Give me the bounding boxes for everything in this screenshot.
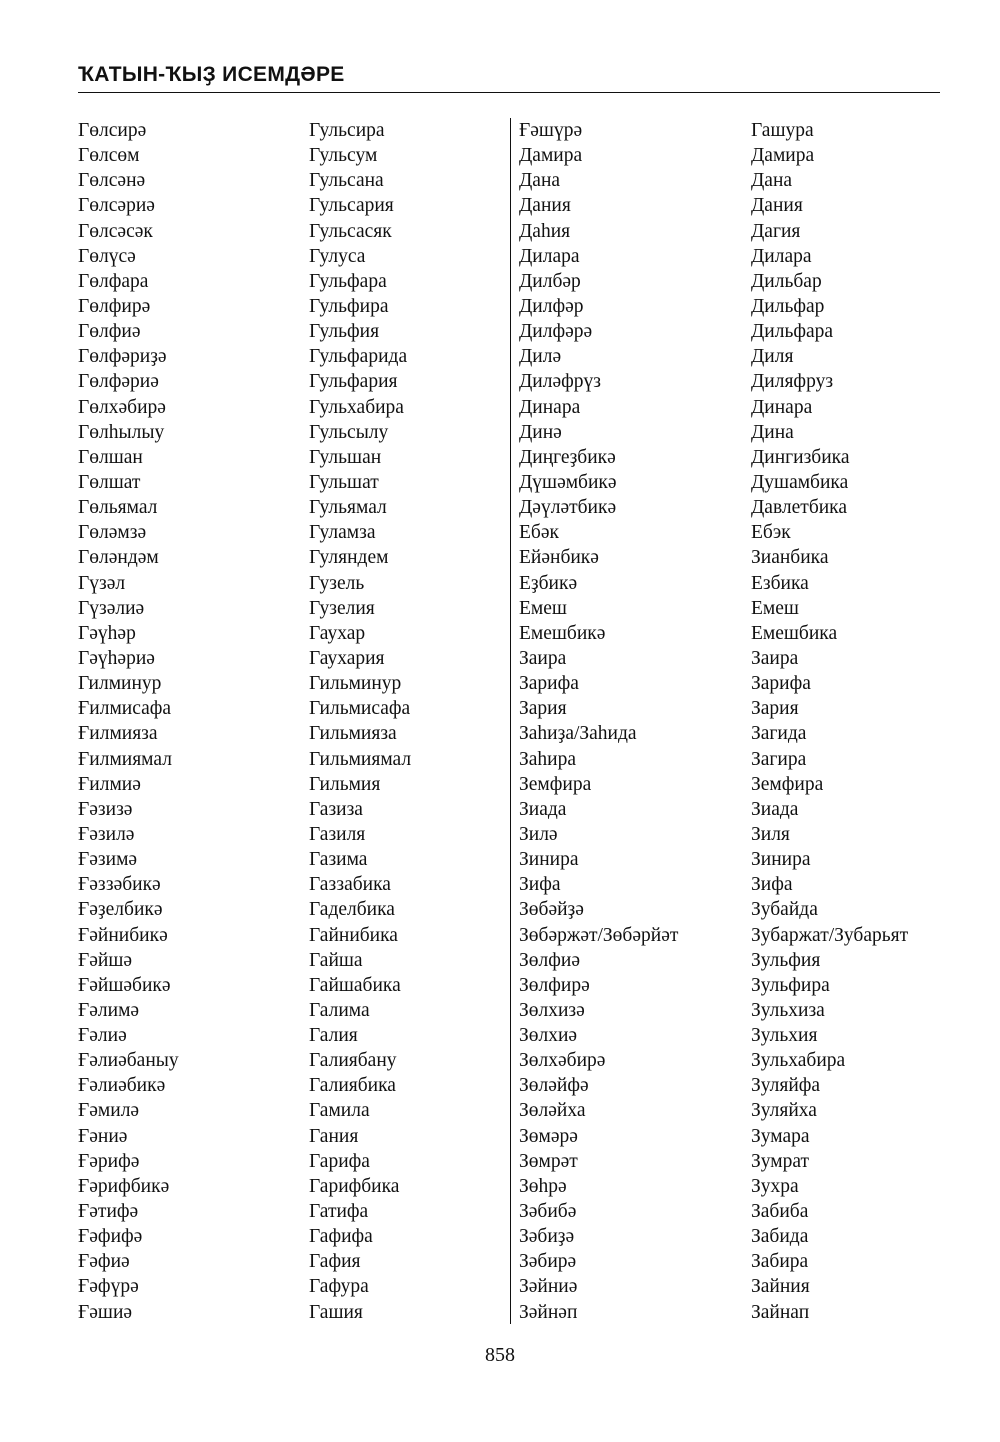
name-entry: Гульямал [309,497,387,519]
name-entry: Зумара [751,1125,810,1147]
name-entry: Душамбика [751,471,849,493]
name-entry: Зөһрә [519,1175,567,1197]
name-entry: Зифа [519,874,561,896]
name-entry: Заһира [519,748,577,770]
name-entry: Ғәшиә [78,1301,133,1323]
name-entry: Ғәлимә [78,999,140,1021]
name-entry: Диляфруз [751,371,834,393]
name-entry: Заира [751,647,799,669]
name-entry: Гаухария [309,647,385,669]
name-entry: Газиза [309,798,363,820]
name-entry: Зария [519,698,567,720]
name-entry: Зарифа [751,673,811,695]
name-entry: Дамира [751,145,815,167]
name-entry: Земфира [519,773,592,795]
name-entry: Зианбика [751,547,829,569]
name-entry: Зәбирә [519,1251,577,1273]
name-entry: Гайнибика [309,924,398,946]
name-entry: Зульхабира [751,1050,846,1072]
name-entry: Гульшат [309,471,379,493]
name-entry: Ғәйшәбикә [78,974,171,996]
name-entry: Ғәлиәбаныу [78,1050,179,1072]
name-entry: Гульфара [309,270,387,292]
name-entry: Ғәшүрә [519,120,583,141]
name-entry: Дилә [519,346,562,368]
name-entry: Гильмия [309,773,381,795]
name-entry: Зиада [751,798,799,820]
name-entry: Гөлсәсәк [78,220,153,242]
name-entry: Гульсария [309,195,394,217]
name-entry: Дингизбика [751,446,850,468]
name-entry: Ғәззәбикә [78,874,161,896]
column-russian-1 [309,118,411,1325]
name-entry: Дания [519,195,571,217]
name-entry: Гөлшат [78,471,141,493]
name-entry: Загира [751,748,807,770]
name-entry: Зәйнәп [519,1301,578,1323]
name-entry: Газиля [309,823,366,845]
name-entry: Динара [751,396,813,418]
column-bashkir-2 [519,118,678,1325]
name-entry: Гульсира [309,120,385,141]
name-entry: Ғилмиә [78,773,141,795]
name-entry: Галима [309,999,370,1021]
name-entry: Зария [751,698,799,720]
name-entry: Дильфара [751,321,834,343]
name-entry: Дилфәр [519,295,584,317]
name-entry: Ғәфүрә [78,1276,139,1298]
name-entry: Давлетбика [751,497,848,519]
name-entry: Гөлсәнә [78,170,146,192]
name-entry: Зөлхизә [519,999,585,1021]
name-entry: Гульхабира [309,396,404,418]
name-entry: Зөмәрә [519,1125,578,1147]
name-entry: Гульфия [309,321,380,343]
name-entry: Ғәтифә [78,1201,139,1223]
name-entry: Гильмияза [309,723,397,745]
name-entry: Гөләмзә [78,522,147,544]
name-entry: Ғәҙелбикә [78,899,163,921]
name-entry: Зайния [751,1276,810,1298]
name-entry: Зумрат [751,1150,810,1172]
name-entry: Ейәнбикә [519,547,599,569]
name-entry: Зульфия [751,949,821,971]
name-entry: Дүшәмбикә [519,471,617,493]
name-entry: Емеш [519,597,567,619]
name-entry: Зубайда [751,899,818,921]
name-entry: Гильминур [309,673,402,695]
name-entry: Гульсылу [309,421,389,443]
name-entry: Гөлсирә [78,120,147,141]
name-entry: Газима [309,849,368,871]
name-entry: Дамира [519,145,583,167]
name-entry: Гилминур [78,673,162,695]
name-entry: Гульсасяк [309,220,392,242]
name-entry: Зуляйфа [751,1075,821,1097]
name-entry: Емешбика [751,622,838,644]
name-entry: Гатифа [309,1201,369,1223]
name-entry: Диләфрүз [519,371,601,393]
name-entry: Ғәрифә [78,1150,140,1172]
name-entry: Гарифа [309,1150,370,1172]
name-entry: Гильмиямал [309,748,412,770]
name-entry: Гузелия [309,597,375,619]
name-entry: Зинира [519,849,579,871]
name-entry: Зөлхәбирә [519,1050,606,1072]
name-entry: Диля [751,346,794,368]
name-entry: Гүзәлиә [78,597,145,619]
name-entry: Галиябика [309,1075,396,1097]
name-entry: Гөлһылыу [78,421,165,443]
name-entry: Гульшан [309,446,382,468]
name-entry: Ғилмисафа [78,698,172,720]
name-entry: Зөлфирә [519,974,590,996]
name-entry: Зарифа [519,673,579,695]
name-entry: Зайнап [751,1301,810,1323]
name-entry: Гөлфирә [78,295,151,317]
name-entry: Гузель [309,572,365,594]
name-entry: Езбика [751,572,809,594]
name-entry: Дана [751,170,793,192]
name-entry: Гульсум [309,145,378,167]
name-entry: Гуляндем [309,547,389,569]
name-entry: Еҙбикә [519,572,578,594]
name-entry: Забида [751,1226,809,1248]
name-entry: Гафифа [309,1226,373,1248]
name-entry: Зөбәржәт/Зөбәрйәт [519,924,679,946]
name-entry: Заһиҙа/Заһида [519,723,637,745]
name-entry: Зөләйха [519,1100,586,1122]
name-entry: Ғәмилә [78,1100,140,1122]
name-entry: Зилә [519,823,558,845]
name-entry: Даһия [519,220,571,242]
name-entry: Ғәниә [78,1125,128,1147]
name-entry: Ғәлиәбикә [78,1075,166,1097]
name-entry: Зинира [751,849,811,871]
name-entry: Гарифбика [309,1175,400,1197]
page-header [78,62,940,88]
name-entry: Гульфира [309,295,389,317]
name-entry: Гөлфара [78,270,149,292]
name-entry: Зульфира [751,974,830,996]
name-entry: Зәбиҙә [519,1226,575,1248]
name-entry: Заира [519,647,567,669]
name-entry: Зульхиза [751,999,825,1021]
name-entry: Зиля [751,823,790,845]
name-entry: Гуламза [309,522,376,544]
name-entry: Гания [309,1125,359,1147]
name-entry: Гулуса [309,245,366,267]
name-entry: Гәүһәр [78,622,136,644]
page-title: ҠАТЫН-ҠЫҘ ИСЕМДӘРЕ [78,63,345,86]
name-entry: Гөлхәбирә [78,396,166,418]
name-entry: Ғилмиямал [78,748,172,770]
column-divider [510,118,511,1324]
name-entry: Ғәфифә [78,1226,143,1248]
name-entry: Ғәзилә [78,823,135,845]
name-entry: Гөлфәриә [78,371,159,393]
column-russian-2 [751,118,908,1325]
name-entry: Гамила [309,1100,370,1122]
name-entry: Зиада [519,798,567,820]
name-entry: Ғәзизә [78,798,133,820]
name-entry: Дилара [751,245,812,267]
name-entry: Земфира [751,773,824,795]
name-entry: Ғәйшә [78,949,133,971]
name-entry: Зуляйха [751,1100,817,1122]
name-entry: Ғәлиә [78,1025,127,1047]
name-entry: Диңгеҙбикә [519,446,616,468]
name-entry: Гөлүсә [78,245,136,267]
name-entry: Гөлфәриҙә [78,346,167,368]
name-entry: Зәбибә [519,1201,577,1223]
name-entry: Дагия [751,220,801,242]
name-entry: Дания [751,195,803,217]
name-entry: Зифа [751,874,793,896]
name-entry: Гайша [309,949,363,971]
name-entry: Гөльямал [78,497,158,519]
name-entry: Гайшабика [309,974,401,996]
header-rule [78,92,940,93]
page-number: 858 [485,1344,515,1366]
name-entry: Забира [751,1251,809,1273]
name-entry: Дина [751,421,794,443]
name-entry: Зөлфиә [519,949,580,971]
name-entry: Гафура [309,1276,369,1298]
column-bashkir-1 [78,118,179,1325]
name-entry: Гөләндәм [78,547,159,569]
name-entry: Ғилмияза [78,723,158,745]
name-entry: Газзабика [309,874,391,896]
name-entry: Дильфар [751,295,825,317]
name-entry: Дәүләтбикә [519,497,617,519]
name-entry: Зөлхиә [519,1025,578,1047]
name-entry: Ғәзимә [78,849,138,871]
name-entry: Гөлсөм [78,145,140,167]
name-entry: Дана [519,170,561,192]
name-entry: Гашия [309,1301,363,1323]
name-entry: Гаухар [309,622,366,644]
name-entry: Гөлшан [78,446,143,468]
name-entry: Гөлсәриә [78,195,155,217]
name-entry: Зөләйфә [519,1075,589,1097]
name-entry: Гульсана [309,170,384,192]
name-entry: Зәйниә [519,1276,578,1298]
name-entry: Динара [519,396,581,418]
name-entry: Гүзәл [78,572,126,594]
name-entry: Динә [519,421,562,443]
name-entry: Гильмисафа [309,698,411,720]
name-entry: Емешбикә [519,622,606,644]
name-entry: Зульхия [751,1025,818,1047]
name-entry: Ғәрифбикә [78,1175,170,1197]
name-entry: Дилбәр [519,270,581,292]
name-entry: Зубаржат/Зубарьят [751,924,909,946]
name-entry: Зөбәйҙә [519,899,584,921]
name-entry: Ебәк [519,522,559,544]
name-entry: Ғәфиә [78,1251,130,1273]
name-entry: Дилара [519,245,580,267]
name-entry: Ебэк [751,522,791,544]
name-entry: Забиба [751,1201,809,1223]
name-entry: Гульфарида [309,346,408,368]
name-entry: Галиябану [309,1050,397,1072]
name-entry: Гәүһәриә [78,647,155,669]
name-entry: Гафия [309,1251,361,1273]
name-entry: Зөмрәт [519,1150,578,1172]
name-entry: Гульфария [309,371,398,393]
name-entry: Гаделбика [309,899,395,921]
name-entry: Дильбар [751,270,822,292]
name-entry: Загида [751,723,807,745]
name-entry: Гашура [751,120,814,141]
name-entry: Зухра [751,1175,799,1197]
name-entry: Ғәйнибикә [78,924,168,946]
name-entry: Гөлфиә [78,321,141,343]
name-entry: Емеш [751,597,799,619]
name-entry: Дилфәрә [519,321,593,343]
name-entry: Галия [309,1025,358,1047]
